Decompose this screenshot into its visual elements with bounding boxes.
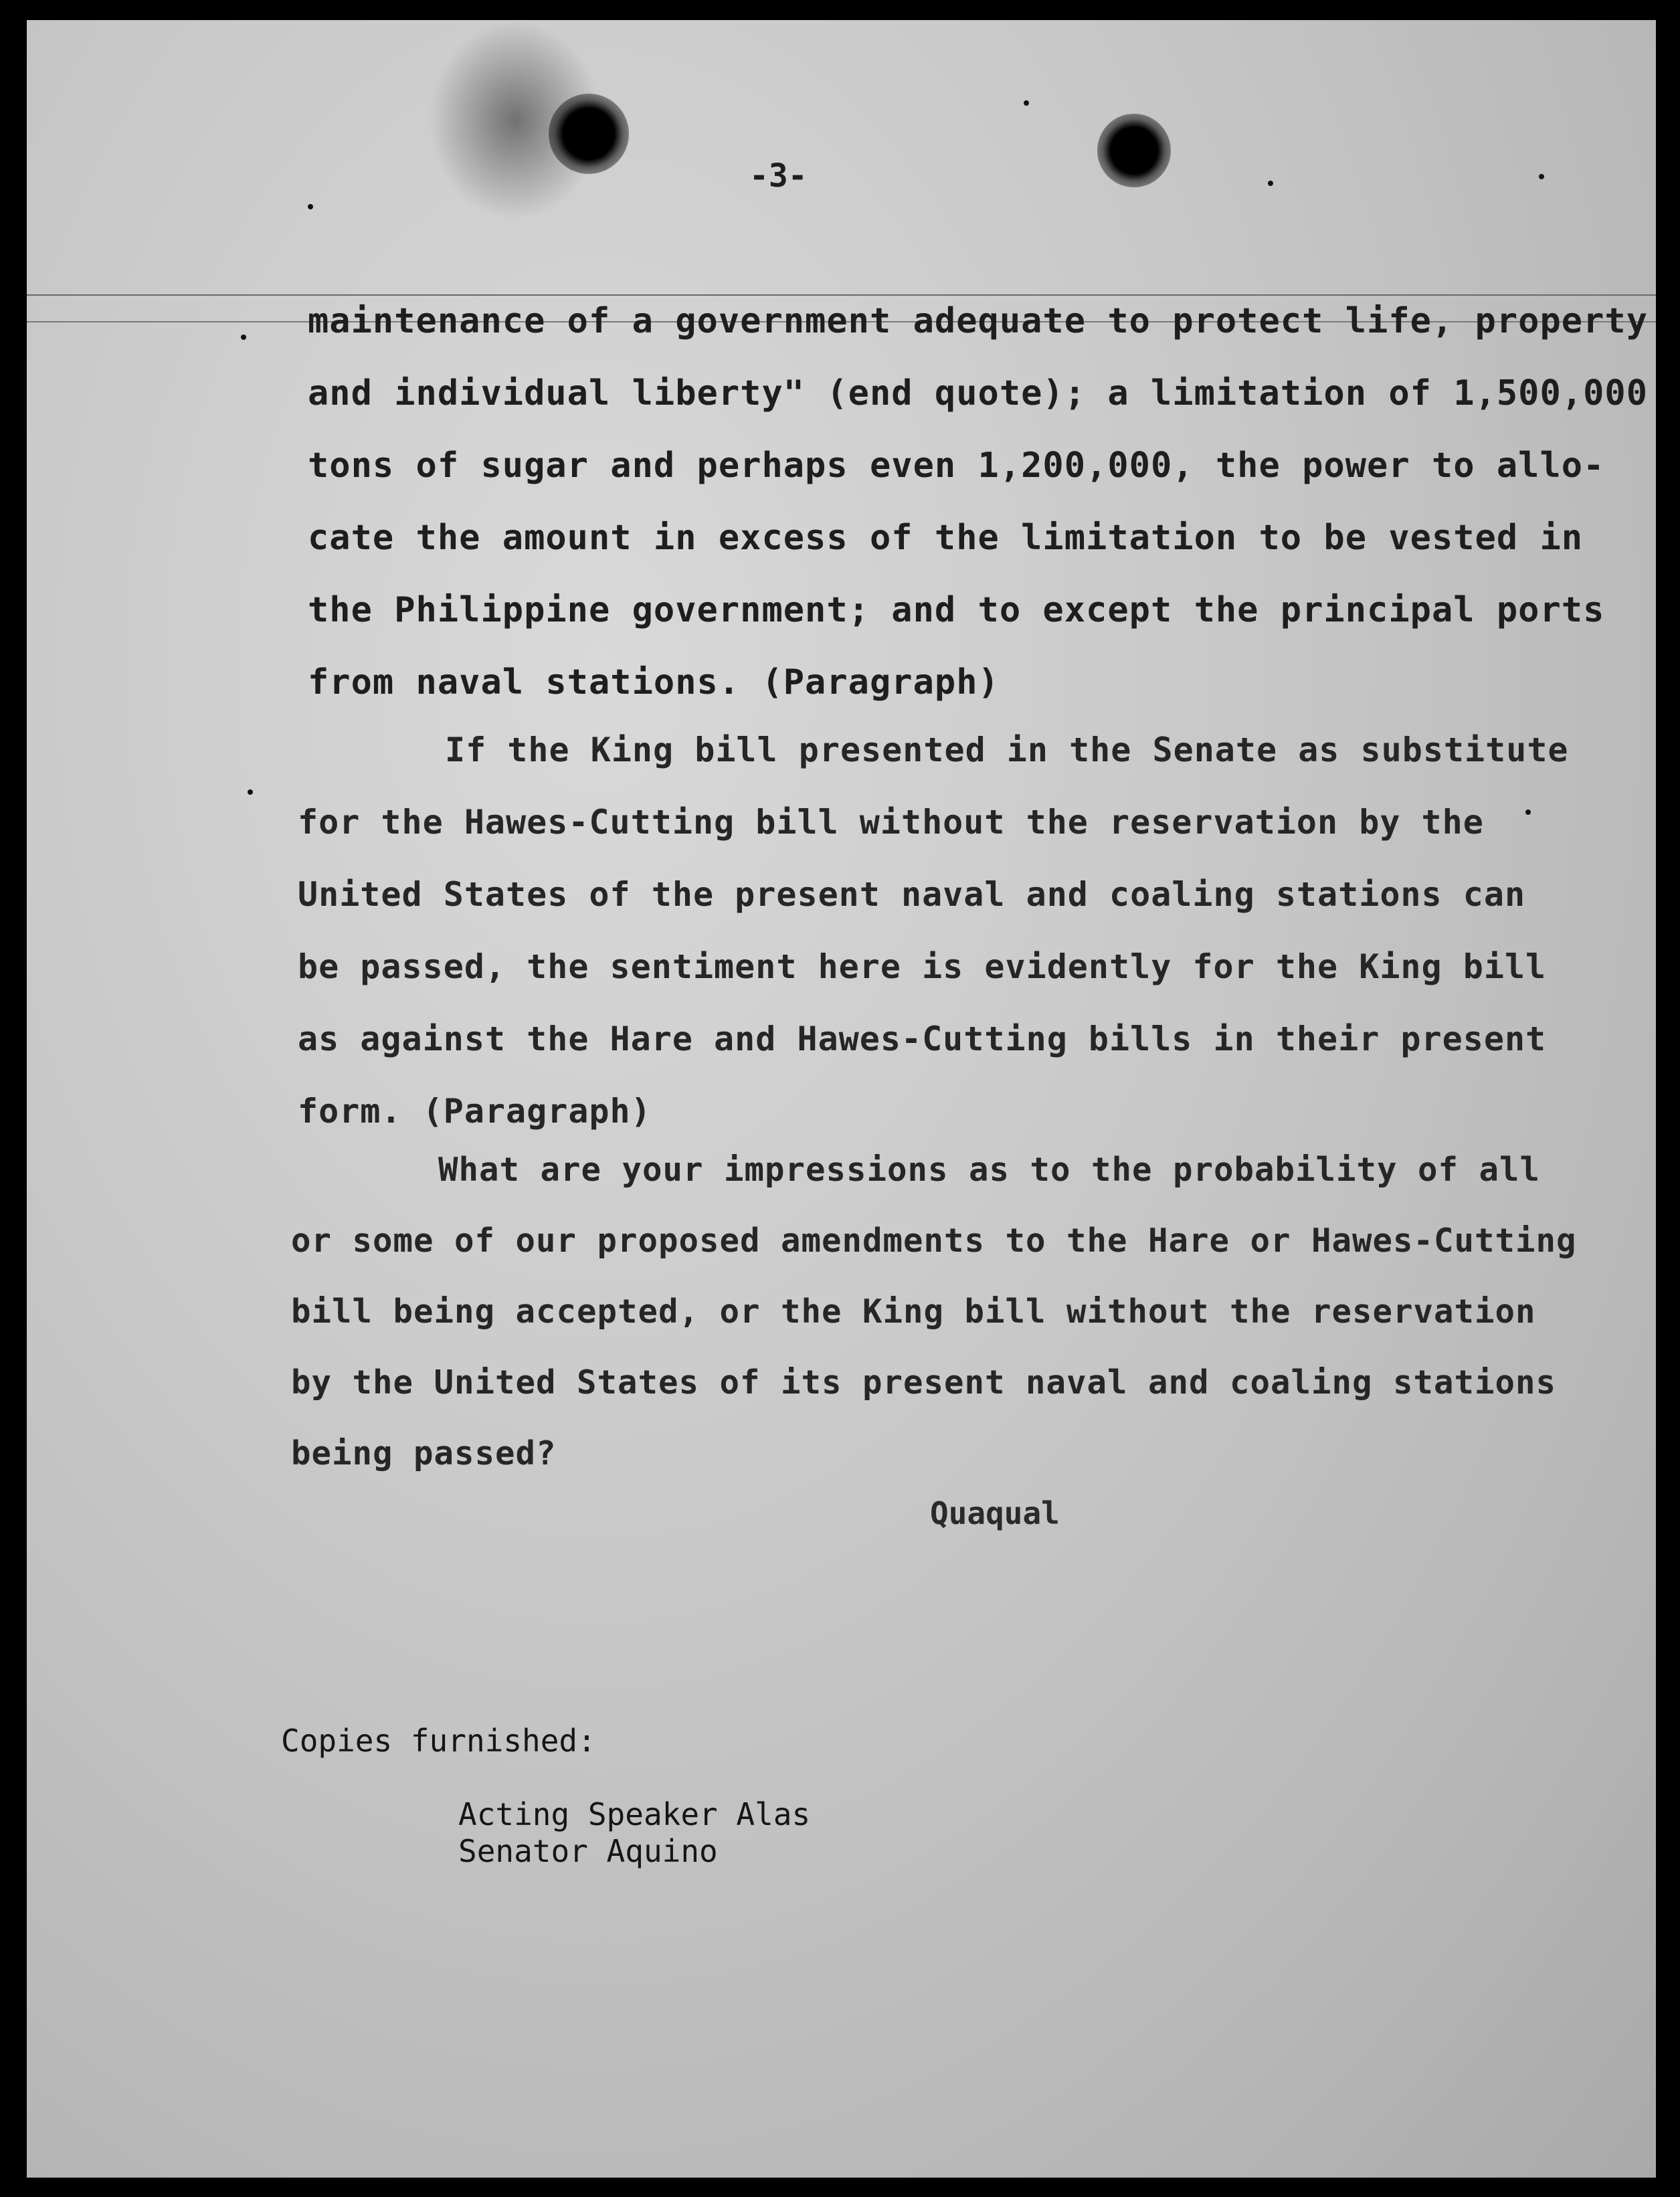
copies-recipient-1: Acting Speaker Alas	[458, 1796, 811, 1832]
ink-speck	[1268, 181, 1273, 186]
paragraph-3-line-3: bill being accepted, or the King bill without the reservation	[291, 1293, 1536, 1331]
paragraph-2-line-5: as against the Hare and Hawes-Cutting bills in their present	[298, 1020, 1547, 1058]
paragraph-2-line-4: be passed, the sentiment here is evidently for the King bill	[298, 947, 1547, 986]
paragraph-1-line-4: cate the amount in excess of the limitation to be vested in	[308, 518, 1584, 558]
paragraph-2-line-2: for the Hawes-Cutting bill without the reservation by the	[298, 803, 1484, 842]
paragraph-3-line-4: by the United States of its present naval and coaling stations	[291, 1363, 1557, 1402]
paragraph-2-line-6: form. (Paragraph)	[298, 1092, 652, 1131]
punch-hole-left-shadow	[428, 20, 602, 221]
paragraph-2-line-1: If the King bill presented in the Senate as substitute	[445, 731, 1569, 769]
paragraph-3-line-5: being passed?	[291, 1434, 557, 1472]
ink-speck	[241, 335, 246, 340]
paragraph-2-line-3: United States of the present naval and coaling stations can	[298, 875, 1526, 914]
paragraph-1-line-5: the Philippine government; and to except the principal ports	[308, 590, 1605, 630]
page-number: -3-	[749, 157, 808, 195]
ink-speck	[308, 204, 313, 209]
paragraph-1-line-2: and individual liberty" (end quote); a limitation of 1,500,000	[308, 373, 1649, 413]
paragraph-1-line-6: from naval stations. (Paragraph)	[308, 662, 1000, 702]
paragraph-1-line-3: tons of sugar and perhaps even 1,200,000, the power to allo-	[308, 446, 1605, 486]
paragraph-3-line-1: What are your impressions as to the probability of all	[438, 1151, 1541, 1189]
fold-line-top	[27, 294, 1656, 296]
signature: Quaqual	[930, 1495, 1060, 1531]
punch-hole-right	[1097, 114, 1171, 187]
ink-speck	[1539, 174, 1544, 179]
ink-speck	[248, 789, 253, 795]
ink-speck	[1024, 100, 1029, 106]
paragraph-3-line-2: or some of our proposed amendments to the Hare or Hawes-Cutting	[291, 1222, 1577, 1260]
document-page	[27, 20, 1656, 2178]
copies-heading: Copies furnished:	[281, 1723, 596, 1759]
copies-recipient-2: Senator Aquino	[458, 1833, 718, 1869]
paragraph-1-line-1: maintenance of a government adequate to protect life, property	[308, 301, 1649, 341]
ink-speck	[1525, 809, 1531, 815]
